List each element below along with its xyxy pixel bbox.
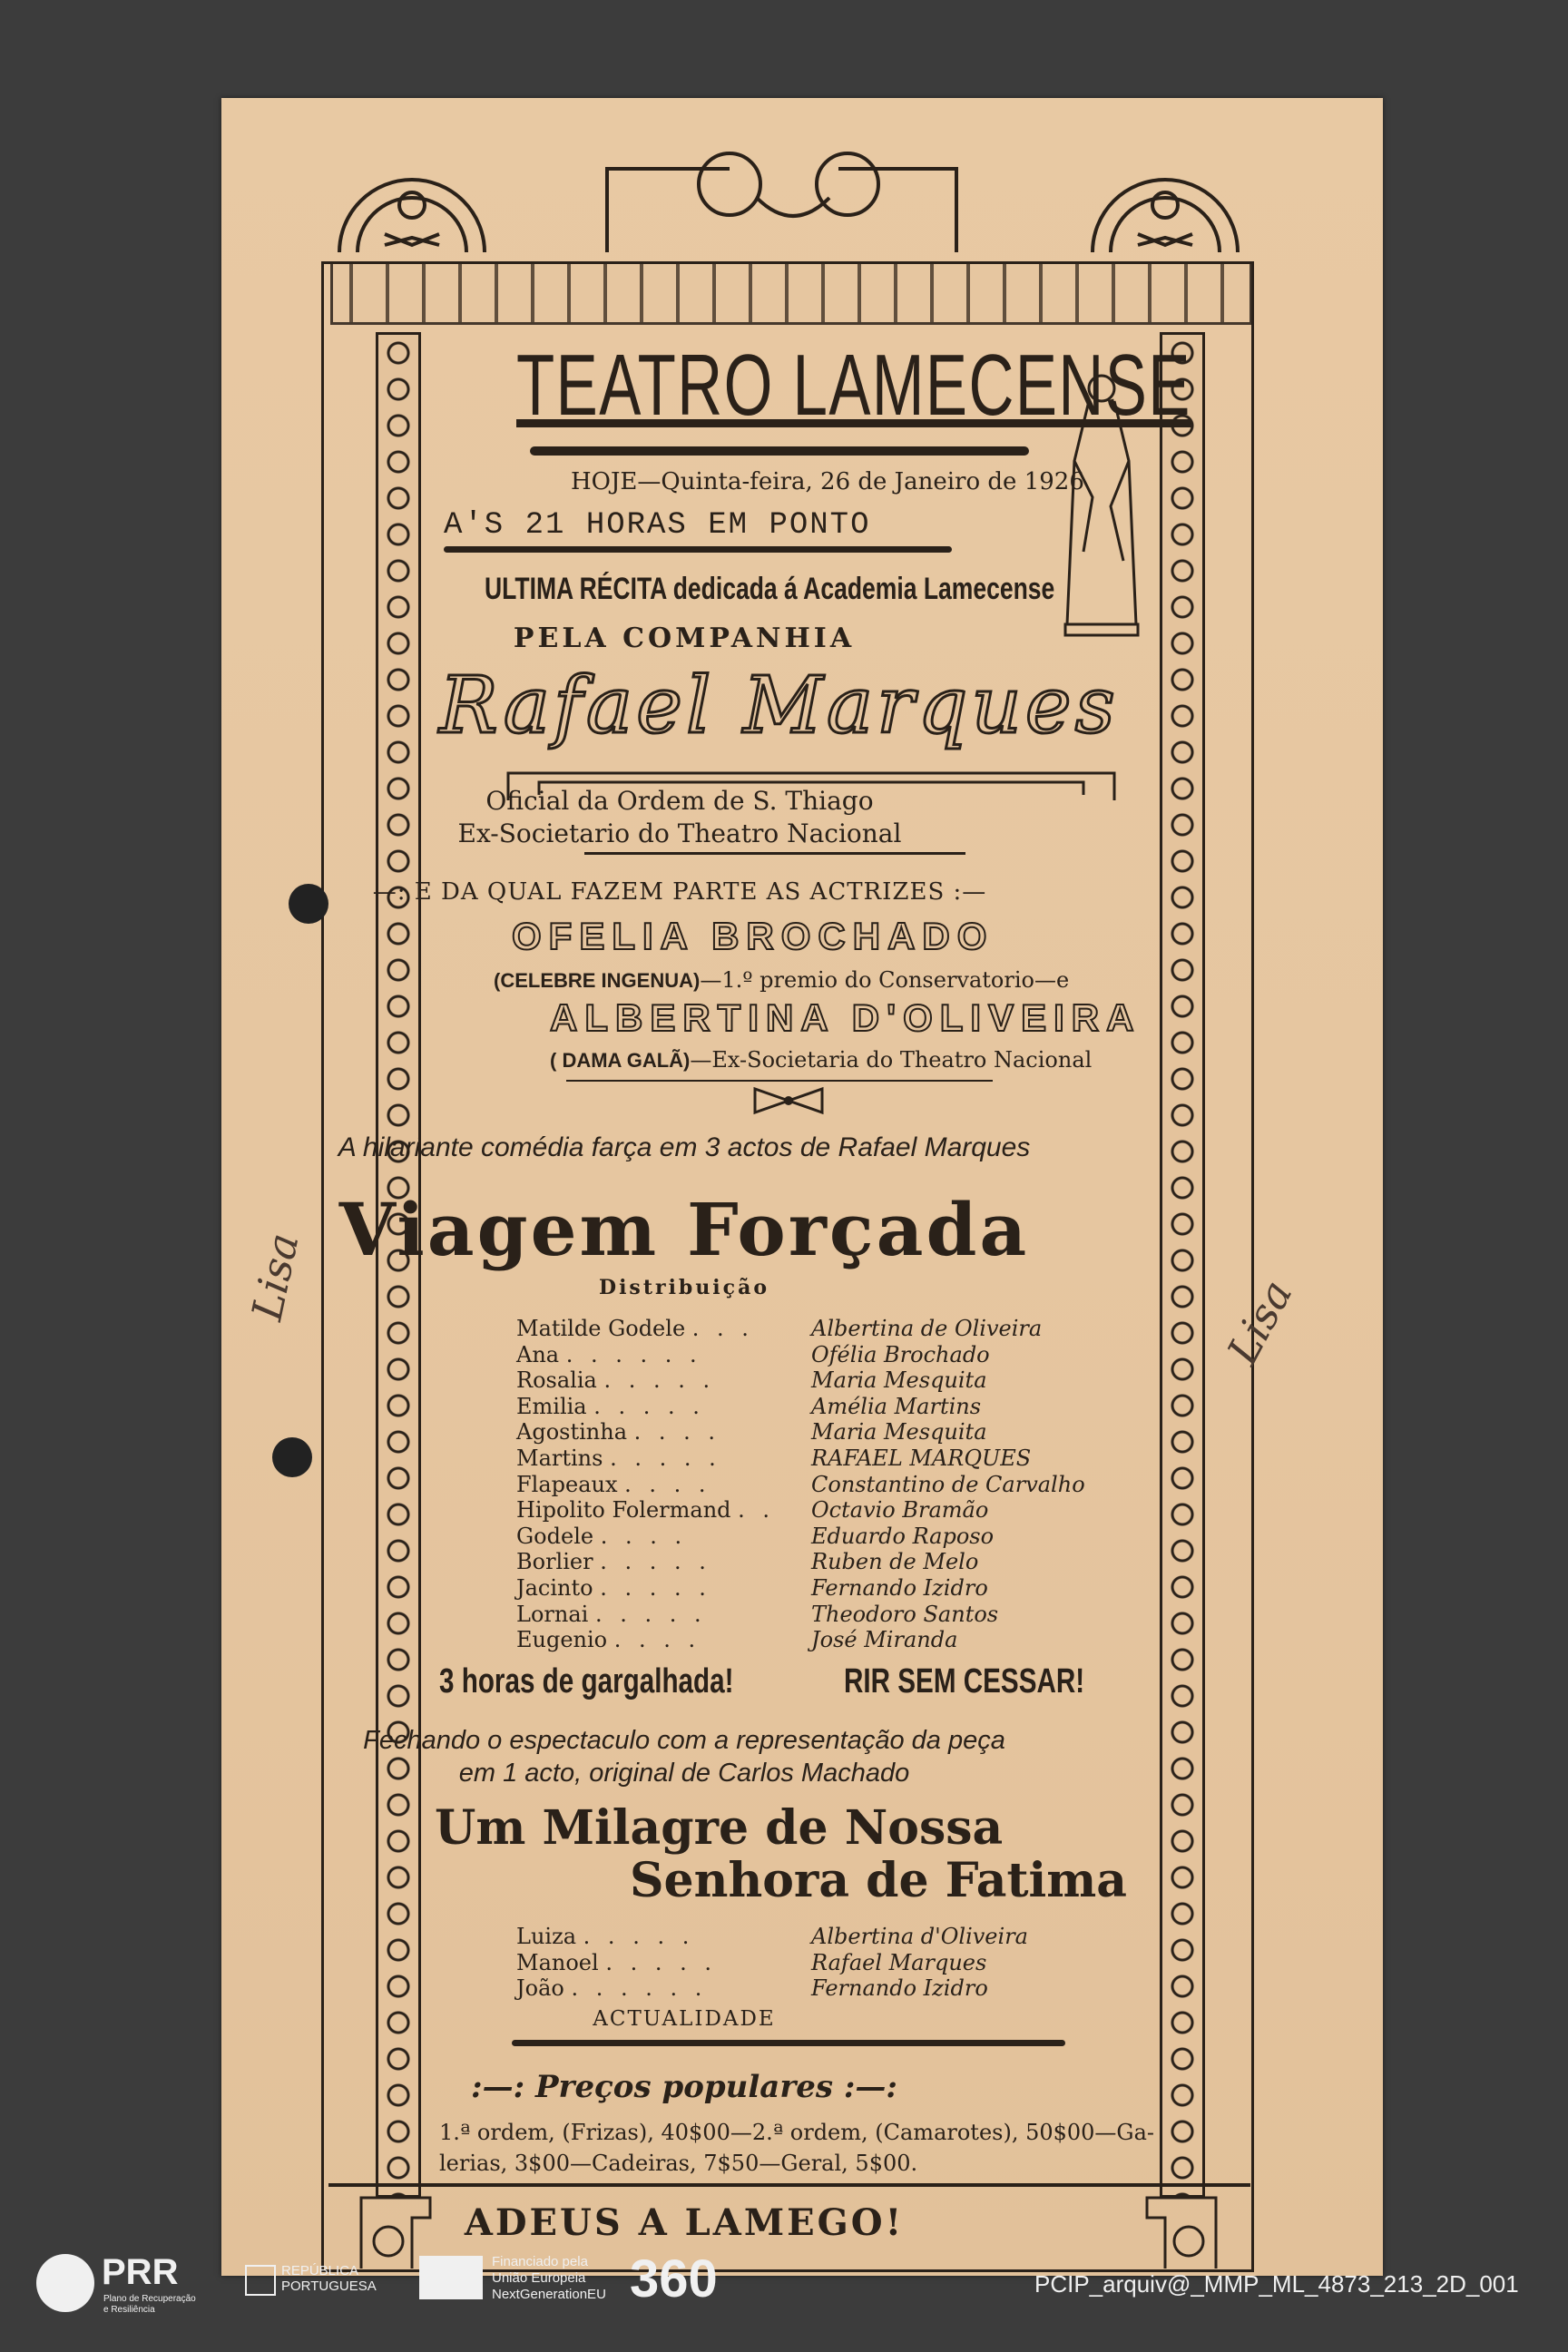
play1-title: Viagem Forçada [338,1187,1030,1272]
cast-leader-dots: . . . . . [605,1949,717,1975]
bow-ornament [748,1085,829,1116]
cast-role: Agostinha [516,1419,628,1446]
cast-leader-dots: . . . . . . [571,1975,708,2002]
margin-note-right: Lisa [1217,1271,1302,1373]
eu-funding-text [492,2254,606,2303]
prices-title: :—: Preços populares :—: [471,2069,897,2105]
distribution-label: Distribuição [599,1276,769,1299]
cast-role: Matilde Godele [516,1316,686,1341]
actress-albertina-name: ALBERTINA D'OLIVEIRA [550,996,1142,1039]
footer-rule [328,2183,1250,2187]
cast-leader-dots: . . . . [600,1523,688,1549]
cast-row [516,1497,1242,1523]
actress-albertina-desc: —Ex-Societaria do Theatro Nacional [690,1047,1093,1073]
cast-actor: Fernando Izidro [811,1975,988,2002]
credit-societario: Ex-Societario do Theatro Nacional [457,818,902,848]
prices-line-2: lerias, 3$00—Cadeiras, 7$50—Geral, 5$00. [439,2151,918,2176]
play2-title-line-1: Um Milagre de Nossa [435,1800,1004,1856]
theatre-name: TEATRO LAMECENSE [516,337,1191,434]
cast-role: Jacinto [516,1575,593,1601]
republica-line-2: PORTUGUESA [281,2278,377,2294]
actresses-intro: —: E DA QUAL FAZEM PARTE AS ACTRIZES :— [372,878,987,906]
laugh-left: 3 horas de gargalhada! [439,1662,734,1700]
republica-logo [281,2263,377,2294]
cast-actor: Albertina d'Oliveira [811,1924,1028,1949]
actress-ofelia-tag: (CELEBRE INGENUA) [494,969,701,992]
cast-role: Emilia [516,1393,587,1419]
cast-role-with-dots [516,1549,711,1574]
binding-hole-top [289,884,328,924]
cast-leader-dots: . . . . . [594,1601,707,1627]
cast-actor: Rafael Marques [811,1949,987,1975]
prr-logo-text: PRR [102,2252,179,2292]
cast-leader-dots: . . [738,1497,776,1524]
archive-id: PCIP_arquiv@_MMP_ML_4873_213_2D_001 [1034,2270,1519,2298]
cast-actor: Ruben de Melo [811,1549,979,1575]
cast-role: Manoel [516,1949,599,1975]
actress-albertina-tag: ( DAMA GALÃ) [550,1049,691,1072]
eu-line-1: Financiado pela [492,2254,588,2269]
cast-role-with-dots [516,1342,702,1367]
binding-hole-bottom [272,1437,312,1477]
credit-underline [584,852,965,855]
cast-role: Ana [516,1341,560,1367]
cast-role-with-dots [516,1316,754,1341]
cast-row [516,1975,1242,2001]
cast-role: João [516,1975,564,2002]
actuality-label: ACTUALIDADE [593,2007,776,2031]
prr-subtitle-line-2: e Resiliência [103,2305,155,2315]
margin-note-left: Lisa [241,1229,309,1325]
eu-line-2: União Europeia [492,2270,586,2286]
funding-footer [0,2250,1568,2323]
cast-role-with-dots [516,1446,721,1471]
cast-row [516,1472,1242,1497]
cast-role-with-dots [516,1497,775,1523]
prr-subtitle-line-1: Plano de Recuperação [103,2294,196,2304]
eu-flag-icon [419,2256,483,2299]
cast-leader-dots: . . . . . [583,1924,695,1949]
closing-line-2: em 1 acto, original de Carlos Machado [458,1759,910,1788]
cast-role: Rosalia [516,1367,597,1394]
cast-actor: Fernando Izidro [811,1575,988,1601]
cast-role: Martins [516,1446,603,1471]
cast-actor: Amélia Martins [811,1393,982,1419]
cast-leader-dots: . . . . . . [565,1341,702,1367]
cast-role-with-dots [516,1950,717,1975]
cast-role-with-dots [516,1627,701,1652]
cast-role-with-dots [516,1419,720,1445]
cast-row [516,1342,1242,1367]
cast-actor: Octavio Bramão [811,1497,989,1524]
actress-ofelia-line [494,967,1069,993]
cast-row [516,1524,1242,1549]
badge-360: 360 [630,2249,718,2308]
play1-intro: A hilariante comédia farça em 3 actos de Rafael Marques [338,1132,1031,1162]
cast-actor: José Miranda [811,1627,958,1653]
play2-title-line-2: Senhora de Fatima [630,1853,1127,1908]
cast-leader-dots: . . . [691,1316,754,1341]
prr-logo-icon [36,2254,94,2312]
cast-actor: Maria Mesquita [811,1419,987,1446]
cast-leader-dots: . . . . [613,1627,701,1653]
prices-line-1: 1.ª ordem, (Frizas), 40$00—2.ª ordem, (Camarotes), 50$00—Ga- [439,2120,1155,2145]
actress-ofelia-desc: —1.º premio do Conservatorio—e [700,967,1070,993]
cast-actor: Maria Mesquita [811,1367,987,1394]
cast-role: Luiza [516,1924,577,1949]
cast-leader-dots: . . . . . [600,1549,711,1575]
cast-actor: Theodoro Santos [811,1601,999,1627]
cast-actor: Albertina de Oliveira [811,1316,1043,1341]
cast-actor: RAFAEL MARQUES [811,1446,1032,1471]
play1-cast-list [516,1316,1242,1661]
cast-role-with-dots [516,1575,711,1601]
cast-role-with-dots [516,1602,707,1627]
cast-actor: Ofélia Brochado [811,1341,990,1367]
cast-role-with-dots [516,1394,705,1419]
cast-leader-dots: . . . . . [593,1393,705,1419]
cast-leader-dots: . . . . [624,1471,711,1497]
cast-row [516,1627,1242,1652]
cast-leader-dots: . . . . . [600,1575,711,1601]
title-underline [530,446,1029,456]
cast-row [516,1367,1242,1393]
eu-line-3: NextGenerationEU [492,2287,606,2302]
cast-role-with-dots [516,1975,707,2001]
time-underline [444,546,952,553]
play2-cast-list [516,1924,1242,2005]
republica-shield-icon [245,2265,276,2296]
cast-row [516,1950,1242,1975]
cast-role: Hipolito Folermand [516,1497,731,1524]
prr-subtitle [103,2294,196,2316]
cast-row [516,1924,1242,1949]
cast-role: Godele [516,1523,594,1549]
farewell-line: ADEUS A LAMEGO! [464,2201,905,2244]
cast-role-with-dots [516,1472,711,1497]
poster-paper [221,98,1383,2276]
right-floral-border [1160,332,1205,2198]
cast-role: Borlier [516,1549,593,1575]
cast-row [516,1575,1242,1601]
actress-ofelia-name: OFELIA BROCHADO [512,915,995,957]
laugh-right: RIR SEM CESSAR! [844,1662,1085,1700]
dedication-line: ULTIMA RÉCITA dedicada á Academia Lamecense [485,572,1055,606]
closing-line-1: Fechando o espectaculo com a representação da peça [363,1726,1005,1755]
cast-row [516,1602,1242,1627]
cast-actor: Constantino de Carvalho [811,1471,1085,1497]
company-name: Rafael Marques [439,661,1119,751]
cast-row [516,1394,1242,1419]
cast-leader-dots: . . . . [633,1419,721,1446]
cast-role-with-dots [516,1367,715,1393]
republica-line-1: REPÚBLICA [281,2263,359,2278]
date-line: HOJE—Quinta-feira, 26 de Janeiro de 1926 [571,468,1084,495]
cast-role: Lornai [516,1601,589,1627]
by-company-line: PELA COMPANHIA [513,622,856,654]
top-ornament-wreaths [221,98,1383,270]
cast-role: Flapeaux [516,1471,618,1497]
cast-row [516,1316,1242,1341]
credit-order: Oficial da Ordem de S. Thiago [485,786,874,816]
cast-row [516,1419,1242,1445]
cast-actor: Eduardo Raposo [811,1523,995,1549]
cast-row [516,1549,1242,1574]
cast-row [516,1446,1242,1471]
cast-role: Eugenio [516,1627,608,1653]
time-line: A'S 21 HORAS EM PONTO [444,508,871,543]
cast-leader-dots: . . . . . [603,1367,716,1394]
prices-rule [512,2040,1065,2046]
actresses-divider [566,1080,993,1082]
cast-leader-dots: . . . . . [610,1446,721,1471]
cast-role-with-dots [516,1524,687,1549]
cast-role-with-dots [516,1924,694,1949]
actress-albertina-line [550,1047,1092,1073]
